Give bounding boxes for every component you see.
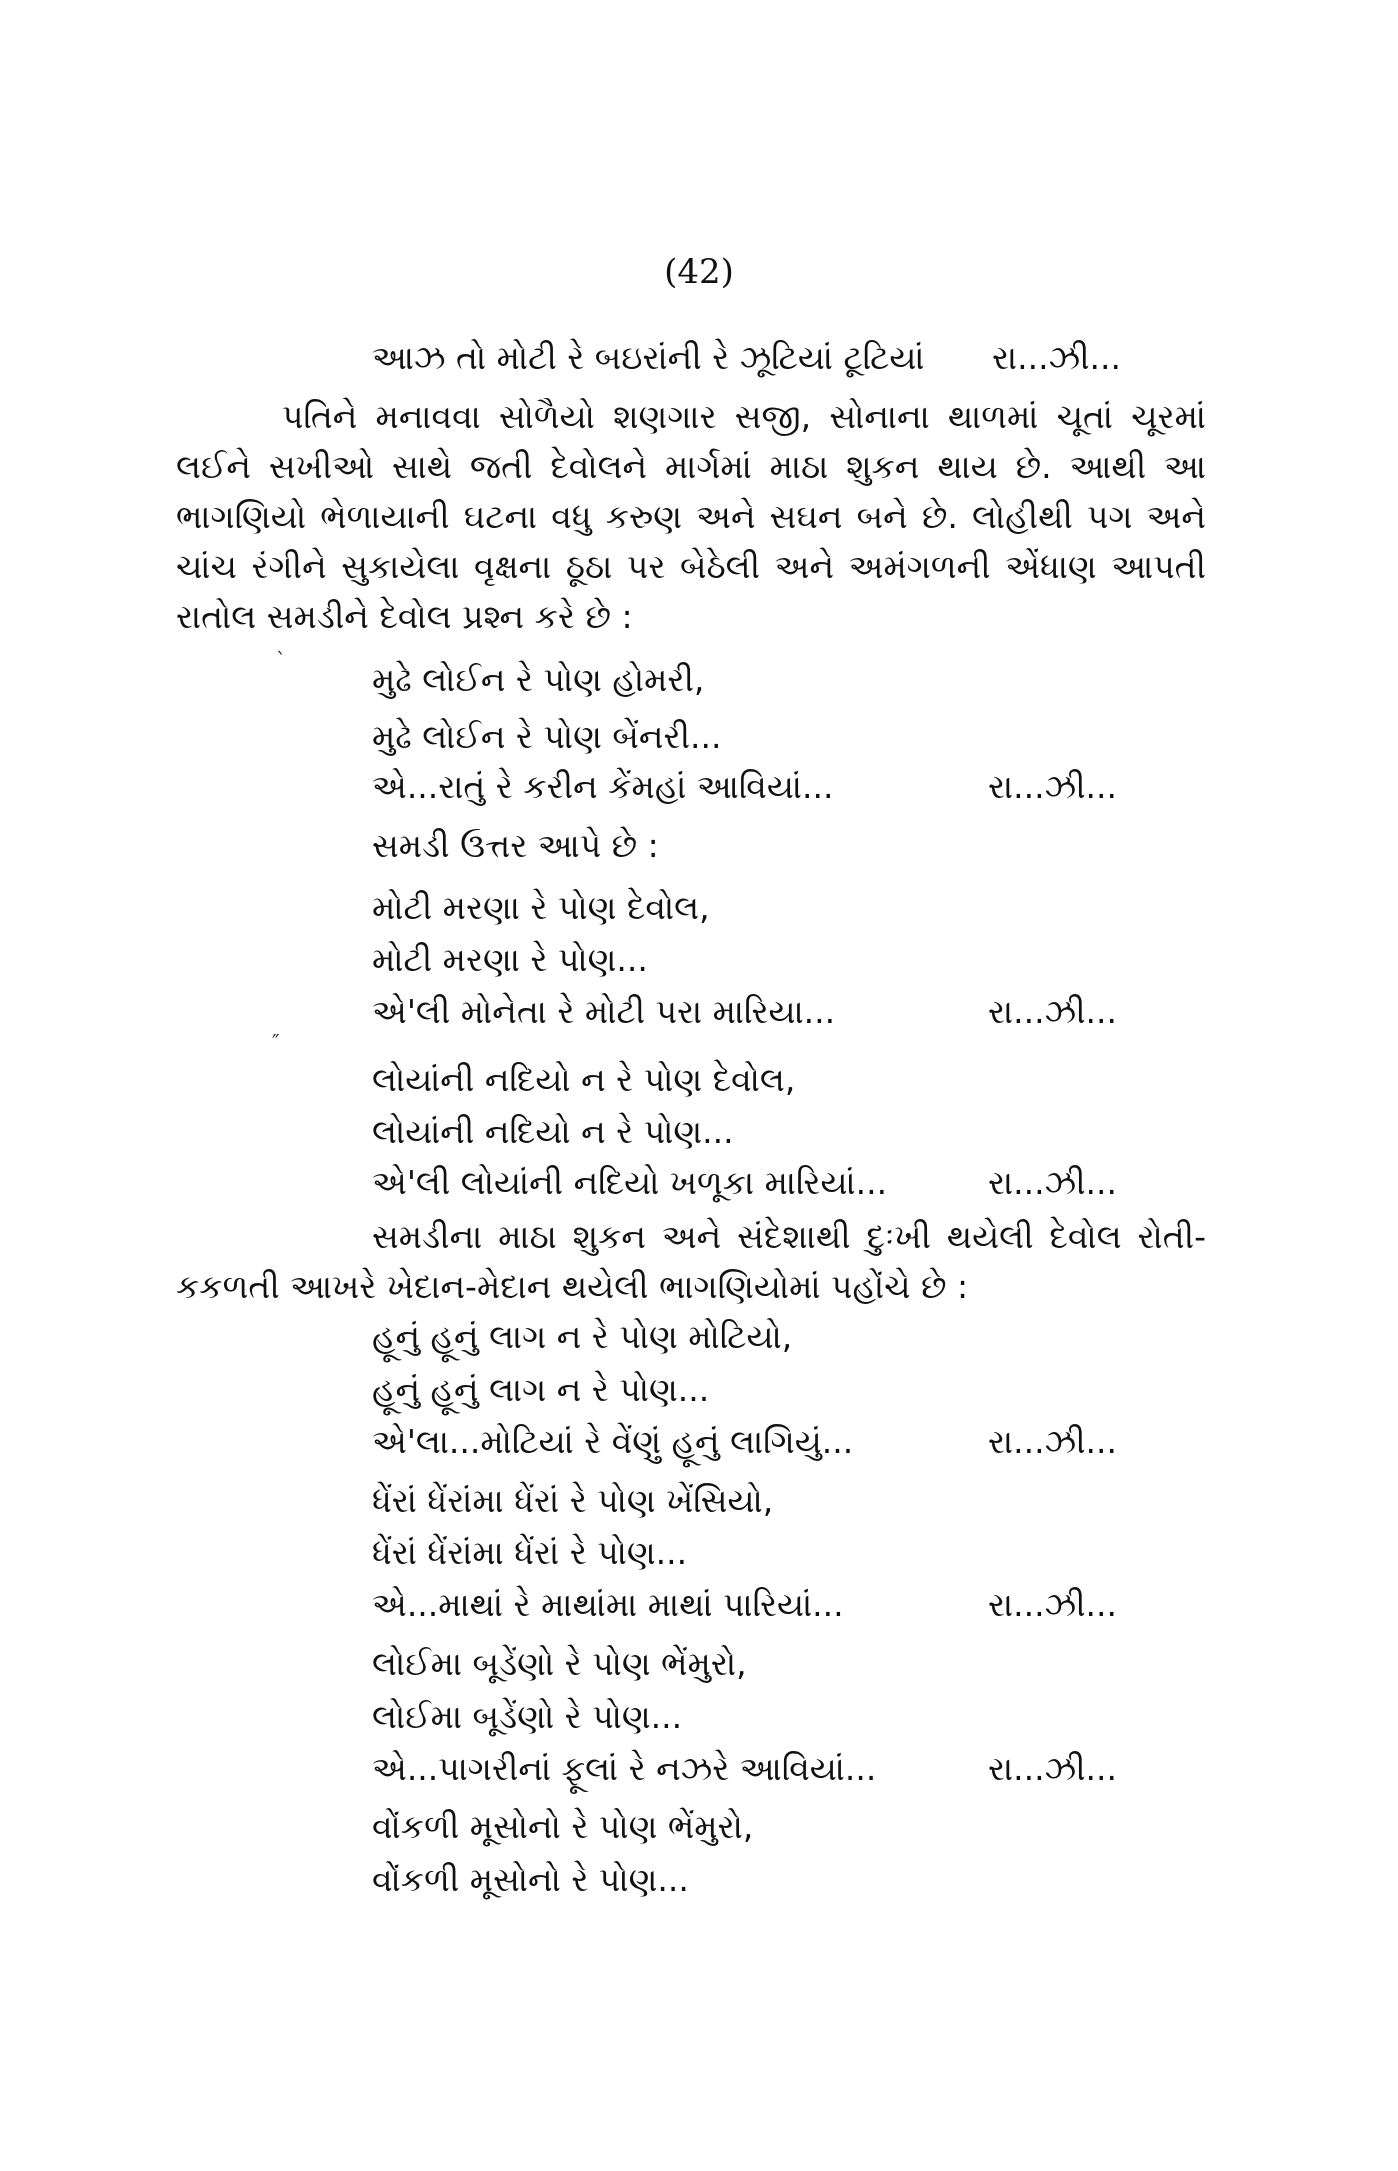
- verse-line: લોઈમા બૂડેંણો રે પોણ ભેંમુરો,: [372, 1644, 747, 1683]
- verse-line: ધેંરાં ધેંરાંમા ધેંરાં રે પોણ...: [372, 1533, 688, 1572]
- verse-line: એ'લા...મોટિયાં રે વેંણું હૂનું લાગિયું...: [372, 1422, 854, 1461]
- ink-mark: ˋ: [276, 648, 286, 672]
- refrain: રા...ઝી...: [988, 1749, 1118, 1788]
- verse-line: એ...રાતું રે કરીન કેંમહાં આવિયાં...: [372, 767, 834, 806]
- verse-line: લોયાંની નદિયો ન રે પોણ દેવોલ,: [372, 1060, 796, 1099]
- refrain: રા...ઝી...: [988, 767, 1118, 806]
- prose-paragraph: પતિને મનાવવા સોળૈયો શણગાર સજી, સોનાના થાળમાં ચૂતાં ચૂરમાં લઈને સખીઓ સાથે જતી દેવોલને માર્ગમાં માઠા શુકન થાય છે. આથી આ ભાગણિયો ભેળાયાની ઘટના વધુ કરુણ અને સઘન બને છે. લોહીથી પગ અને ચાંચ રંગીને સુકાયેલા વૃક્ષના ઠૂઠા પર બેઠેલી અને અમંગળની એંધાણ આપતી રાતોલ સમડીને દેવોલ પ્રશ્ન કરે છે :: [176, 397, 1206, 636]
- refrain: રા...ઝી...: [988, 992, 1118, 1031]
- refrain: રા...ઝી...: [988, 1585, 1118, 1624]
- verse-line: ધેંરાં ધેંરાંમા ધેંરાં રે પોણ ખેંસિયો,: [372, 1481, 774, 1520]
- verse-line: હૂનું હૂનું લાગ ન રે પોણ મોટિયો,: [372, 1317, 793, 1356]
- opening-verse-line: આઝ તો મોટી રે બઇરાંની રે ઝૂટિયાં ટૂટિયાં: [372, 338, 925, 377]
- prose-paragraph: સમડીના માઠા શુકન અને સંદેશાથી દુઃખી થયેલી દેવોલ રોતી-કકળતી આખરે ખેદાન-મેદાન થયેલી ભાગણિયોમાં પહોંચે છે :: [176, 1217, 1206, 1306]
- verse-line: વોંકળી મૂસોનો રે પોણ...: [372, 1860, 689, 1899]
- verse-line: એ...પાગરીનાં ફૂલાં રે નઝરે આવિયાં...: [372, 1749, 877, 1788]
- page-number: (42): [664, 252, 734, 292]
- verse-line: લોઈમા બૂડેંણો રે પોણ...: [372, 1697, 683, 1736]
- verse-line: મુઢે લોઈન રે પોણ હોમરી,: [372, 660, 705, 699]
- verse-line: એ'લી લોયાંની નદિયો ખળૂકા મારિયાં...: [372, 1163, 888, 1202]
- verse-line: મુઢે લોઈન રે પોણ બેંનરી...: [372, 717, 722, 756]
- narration-line: સમડી ઉત્તર આપે છે :: [372, 826, 659, 865]
- verse-line: લોયાંની નદિયો ન રે પોણ...: [372, 1112, 734, 1151]
- verse-line: એ'લી મોનેતા રે મોટી પરા મારિયા...: [372, 992, 836, 1031]
- verse-line: એ...માથાં રે માથાંમા માથાં પારિયાં...: [372, 1585, 844, 1624]
- refrain: રા...ઝી...: [992, 338, 1122, 377]
- verse-line: વોંકળી મૂસોનો રે પોણ ભેંમુરો,: [372, 1807, 754, 1846]
- verse-line: હૂનું હૂનું લાગ ન રે પોણ...: [372, 1370, 710, 1409]
- ink-mark: ″: [272, 1030, 280, 1054]
- refrain: રા...ઝી...: [988, 1422, 1118, 1461]
- verse-line: મોટી મરણા રે પોણ...: [372, 940, 648, 979]
- verse-line: મોટી મરણા રે પોણ દેવોલ,: [372, 888, 710, 927]
- refrain: રા...ઝી...: [988, 1163, 1118, 1202]
